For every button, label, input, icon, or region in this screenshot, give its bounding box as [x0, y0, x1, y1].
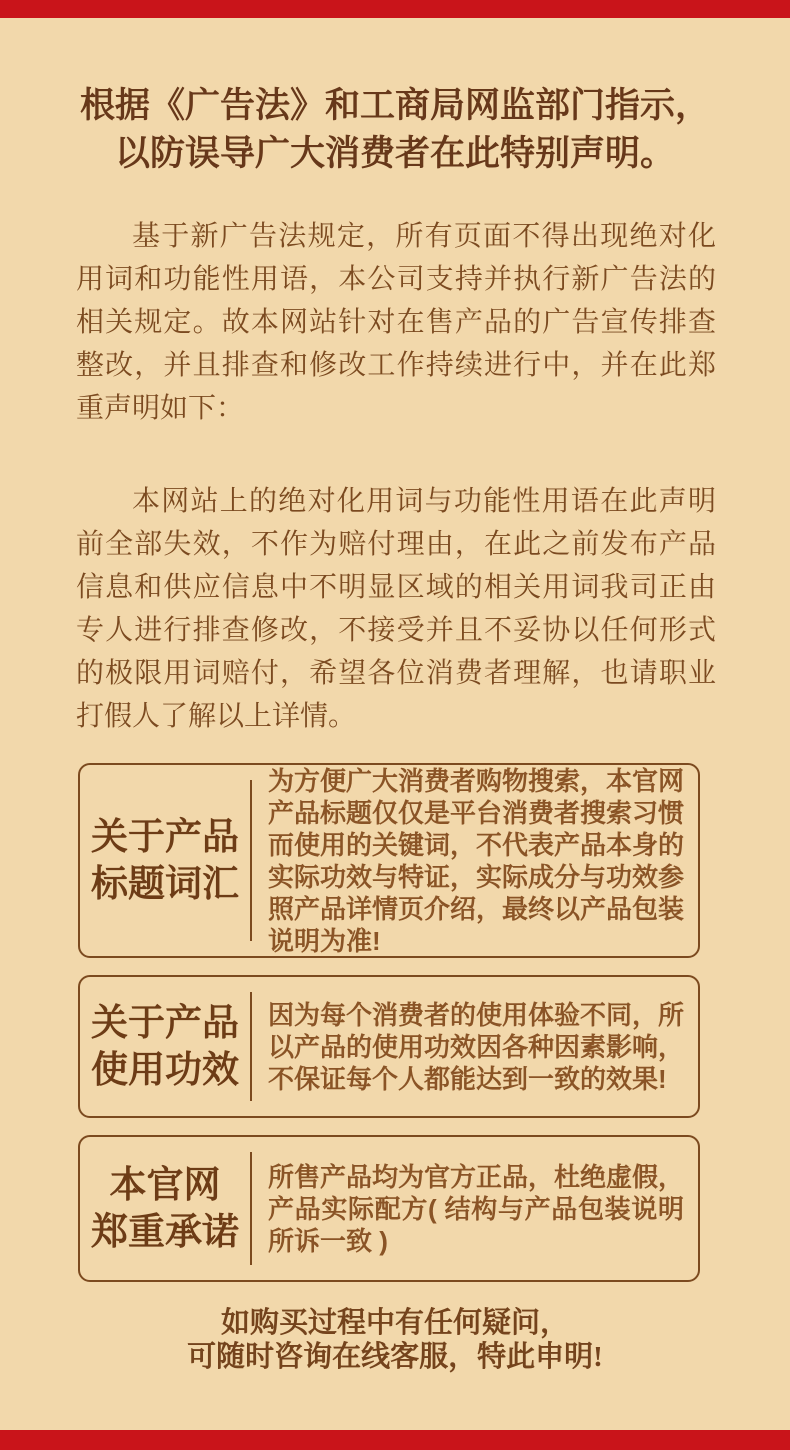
notice-box-label — [80, 1000, 250, 1094]
footer-note-line-2: 可随时咨询在线客服，特此申明! — [187, 1341, 603, 1373]
footer-note — [0, 1306, 790, 1374]
page-title-line-1: 根据《广告法》和工商局网监部门指示， — [79, 86, 710, 125]
notice-box-official-promise — [78, 1135, 700, 1282]
notice-box-list — [78, 763, 700, 1282]
bottom-red-bar — [0, 1430, 790, 1450]
notice-box-product-efficacy — [78, 975, 700, 1118]
statement-paragraph-1: 基于新广告法规定，所有页面不得出现绝对化用词和功能性用语，本公司支持并执行新广告法的相关规定。故本网站针对在售产品的广告宣传排查整改，并且排查和修改工作持续进行中，并在此郑重声明如下： — [76, 221, 716, 424]
notice-box-body: 所售产品均为官方正品，杜绝虚假，产品实际配方( 结构与产品包装说明所诉一致 ) — [268, 1161, 685, 1256]
notice-box-label-line-1: 关于产品 — [91, 1002, 239, 1044]
notice-box-label-line-2: 标题词汇 — [91, 863, 239, 905]
page-title-line-2: 以防误导广大消费者在此特别声明。 — [114, 134, 675, 173]
notice-box-label-line-2: 郑重承诺 — [91, 1211, 239, 1253]
notice-box-label — [80, 1162, 250, 1256]
notice-box-label — [80, 814, 250, 908]
statement-paragraphs — [76, 215, 716, 738]
statement-paragraph-2: 本网站上的绝对化用词与功能性用语在此声明前全部失效，不作为赔付理由，在此之前发布产品信息和供应信息中不明显区域的相关用词我司正由专人进行排查修改，不接受并且不妥协以任何形式的极限用词赔付，希望各位消费者理解，也请职业打假人了解以上详情。 — [76, 486, 716, 732]
notice-box-label-line-1: 关于产品 — [91, 816, 239, 858]
notice-box-label-line-1: 本官网 — [109, 1164, 221, 1206]
footer-note-line-1: 如购买过程中有任何疑问， — [220, 1307, 569, 1339]
top-red-bar — [0, 0, 790, 18]
notice-box-body: 为方便广大消费者购物搜索，本官网产品标题仅仅是平台消费者搜索习惯而使用的关键词，不代表产品本身的实际功效与特证，实际成分与功效参照产品详情页介绍，最终以产品包装说明为准! — [268, 765, 685, 956]
notice-box-label-line-2: 使用功效 — [91, 1049, 239, 1091]
notice-box-body: 因为每个消费者的使用体验不同，所以产品的使用功效因各种因素影响，不保证每个人都能达到一致的效果! — [268, 999, 685, 1094]
notice-box-product-title-words — [78, 763, 700, 958]
page-title — [0, 82, 790, 178]
